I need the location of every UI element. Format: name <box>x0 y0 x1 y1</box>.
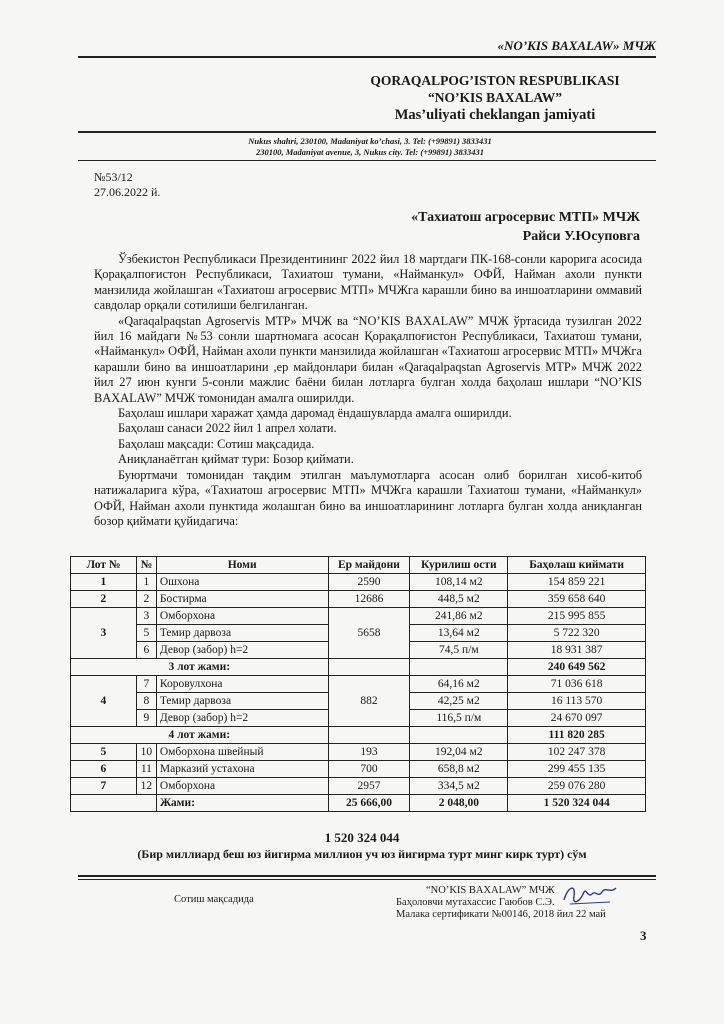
cell-lot: 7 <box>71 778 137 795</box>
cell-value: 5 722 320 <box>508 625 646 642</box>
addressee-block <box>300 208 640 246</box>
letter-body <box>94 252 642 529</box>
cell-name: Марказий устахона <box>156 761 328 778</box>
paragraph-contract: «Qaraqalpaqstan Agroservis MTP» МЧЖ ва “NO’KIS BAXALAW” МЧЖ ўртасида тузилган 2022 йил 16 майдаги №53 сонли шартномага асосан Қорақалпоғистон Республикаси, Тахиатош тумани, «Найманкул» ОФЙ, Найман ахоли пункти манзилида жойлашган «Тахиатош агросервис МТП» МЧЖга карашли бино ва иншоатларини ,ер майдонлари билан «Qaraqalpaqstan Agroservis MTP» МЧЖ 2022 йил 27 июн кунги 5-сонли мажлис баёни билан лотларга булган холда баҳолаш ишлари “NO’KIS BAXALAW” МЧЖ томонидан амалга оширилди. <box>94 313 642 405</box>
footer-rule <box>78 875 656 877</box>
letterhead <box>330 72 660 124</box>
cell-value: 16 113 570 <box>508 693 646 710</box>
cell-value: 24 670 097 <box>508 710 646 727</box>
cell-name: Темир дарвоза <box>156 625 328 642</box>
cell-value: 359 658 640 <box>508 591 646 608</box>
reference-number: №53/12 <box>94 170 133 184</box>
org-republic: QORAQALPOG’ISTON RESPUBLIKASI <box>370 73 620 88</box>
letterhead-rule-top <box>78 131 656 133</box>
running-header: «NO’KIS BAXALAW» МЧЖ <box>497 38 656 53</box>
table-header-row <box>71 557 646 574</box>
cell-value: 215 995 855 <box>508 608 646 625</box>
cell-land: 2590 <box>328 574 410 591</box>
col-header-name: Номи <box>156 557 328 574</box>
grand-total-number: 1 520 324 044 <box>324 830 400 845</box>
cell-number: 7 <box>136 676 156 693</box>
cell-lot: 6 <box>71 761 137 778</box>
cell-number: 3 <box>136 608 156 625</box>
footer-company: “NO’KIS BAXALAW” МЧЖ <box>426 885 555 896</box>
paragraph-value-type: Аниқланаётган қиймат тури: Бозор қиймати. <box>118 452 354 467</box>
cell-name: Омборхона швейный <box>156 744 328 761</box>
addressee-person: Райси У.Юсуповга <box>522 229 640 244</box>
org-name: “NO’KIS BAXALAW” <box>428 90 562 105</box>
paragraph-results: Буюртмачи томонидан тақдим этилган маълумотларга асосан олиб борилган хисоб-китоб натижаларига кўра, «Тахиатош агросервис МТП» МЧЖга карашли Тахиатош тумани, «Найманкул» ОФЙ, Найман ахоли пунктида жолашган бино ва иншоатларининг лотларга булган холда аниқланган бозор қиймати қуйидагича: <box>94 467 642 528</box>
cell-lot: 3 <box>71 608 137 659</box>
cell-lot: 1 <box>71 574 137 591</box>
footer-appraiser: Баҳоловчи мутахассис Гаюбов С.Э. <box>396 897 555 908</box>
cell-area: 334,5 м2 <box>410 778 508 795</box>
cell-lot: 2 <box>71 591 137 608</box>
cell-number: 12 <box>136 778 156 795</box>
total-label: Жами: <box>156 795 328 812</box>
footer-certificate: Малака сертификати №00146, 2018 йил 22 май <box>396 909 606 920</box>
cell-area: 108,14 м2 <box>410 574 508 591</box>
address-line-2: 230100, Madaniyat avenue, 3, Nukus city. Tel: (+99891) 3833431 <box>255 147 485 157</box>
cell-area: 74,5 п/м <box>410 642 508 659</box>
cell-number: 5 <box>136 625 156 642</box>
signature-icon <box>560 880 620 910</box>
cell-number: 8 <box>136 693 156 710</box>
paragraph-decree: Ўзбекистон Республикаси Президентининг 2022 йил 18 мартдаги ПК-168-сонли карорига асосида Қорақалпоғистон Республикаси, Тахиатош тумани, «Найманкул» ОФЙ, Найман ахоли пункти манзилида жойлашган «Тахиатош агросервис МТП» МЧЖга карашли бино ва иншоатларини оммавий савдолар орқали сотилиши белгиланган. <box>94 252 642 313</box>
cell-value: 154 859 221 <box>508 574 646 591</box>
cell-land: 5658 <box>328 608 410 659</box>
reference-date: 27.06.2022 й. <box>94 185 161 199</box>
footer-purpose: Сотиш мақсадида <box>174 894 254 905</box>
cell-number: 2 <box>136 591 156 608</box>
col-header-lot: Лот № <box>71 557 137 574</box>
cell-land: 193 <box>328 744 410 761</box>
cell-number: 6 <box>136 642 156 659</box>
cell-name: Бостирма <box>156 591 328 608</box>
cell-number: 10 <box>136 744 156 761</box>
cell-area: 116,5 п/м <box>410 710 508 727</box>
subtotal-value: 240 649 562 <box>508 659 646 676</box>
cell-name: Темир дарвоза <box>156 693 328 710</box>
cell-area: 64,16 м2 <box>410 676 508 693</box>
cell-name: Омборхона <box>156 778 328 795</box>
cell-land: 882 <box>328 676 410 727</box>
header-rule <box>78 56 656 58</box>
paragraph-date: Баҳолаш санаси 2022 йил 1 апрел холати. <box>118 421 337 436</box>
table-row <box>71 608 646 625</box>
cell-number: 11 <box>136 761 156 778</box>
col-header-number: № <box>136 557 156 574</box>
cell-value: 299 455 135 <box>508 761 646 778</box>
total-land: 25 666,00 <box>328 795 410 812</box>
reference-block <box>94 170 160 200</box>
cell-value: 259 076 280 <box>508 778 646 795</box>
addressee-company: «Тахиатош агросервис МТП» МЧЖ <box>411 210 640 225</box>
table-row <box>71 591 646 608</box>
total-area: 2 048,00 <box>410 795 508 812</box>
total-value: 1 520 324 044 <box>508 795 646 812</box>
subtotal-row <box>71 659 646 676</box>
page-number: 3 <box>640 928 647 943</box>
cell-value: 102 247 378 <box>508 744 646 761</box>
cell-area: 241,86 м2 <box>410 608 508 625</box>
letterhead-rule-bottom <box>78 160 656 161</box>
table-row <box>71 574 646 591</box>
cell-value: 18 931 387 <box>508 642 646 659</box>
cell-land: 700 <box>328 761 410 778</box>
col-header-value: Баҳолаш киймати <box>508 557 646 574</box>
table-row <box>71 676 646 693</box>
subtotal-label: 4 лот жами: <box>71 727 329 744</box>
subtotal-row <box>71 727 646 744</box>
subtotal-label: 3 лот жами: <box>71 659 329 676</box>
cell-value: 71 036 618 <box>508 676 646 693</box>
table-row <box>71 744 646 761</box>
org-type: Mas’uliyati cheklangan jamiyati <box>394 107 596 123</box>
address-line-1: Nukus shahri, 230100, Madaniyat ko’chasi, 3. Tel: (+99891) 3833431 <box>248 136 492 146</box>
cell-area: 192,04 м2 <box>410 744 508 761</box>
subtotal-value: 111 820 285 <box>508 727 646 744</box>
cell-name: Омборхона <box>156 608 328 625</box>
col-header-land: Ер майдони <box>328 557 410 574</box>
cell-area: 13,64 м2 <box>410 625 508 642</box>
cell-land: 12686 <box>328 591 410 608</box>
cell-name: Девор (забор) h=2 <box>156 710 328 727</box>
cell-number: 1 <box>136 574 156 591</box>
table-row <box>71 761 646 778</box>
cell-area: 658,8 м2 <box>410 761 508 778</box>
total-row <box>71 795 646 812</box>
cell-name: Ошхона <box>156 574 328 591</box>
cell-name: Коровулхона <box>156 676 328 693</box>
paragraph-purpose: Баҳолаш мақсади: Сотиш мақсадида. <box>118 436 315 451</box>
valuation-table <box>70 556 646 812</box>
cell-land: 2957 <box>328 778 410 795</box>
grand-total-words: (Бир миллиард беш юз йигирма миллион уч юз йигирма турт минг кирк турт) сўм <box>137 847 587 861</box>
cell-area: 448,5 м2 <box>410 591 508 608</box>
table-row <box>71 778 646 795</box>
cell-number: 9 <box>136 710 156 727</box>
paragraph-approach: Баҳолаш ишлари харажат ҳамда даромад ёндашувларда амалга оширилди. <box>118 406 512 421</box>
cell-area: 42,25 м2 <box>410 693 508 710</box>
col-header-area: Курилиш ости <box>410 557 508 574</box>
cell-name: Девор (забор) h=2 <box>156 642 328 659</box>
cell-lot: 5 <box>71 744 137 761</box>
cell-lot: 4 <box>71 676 137 727</box>
